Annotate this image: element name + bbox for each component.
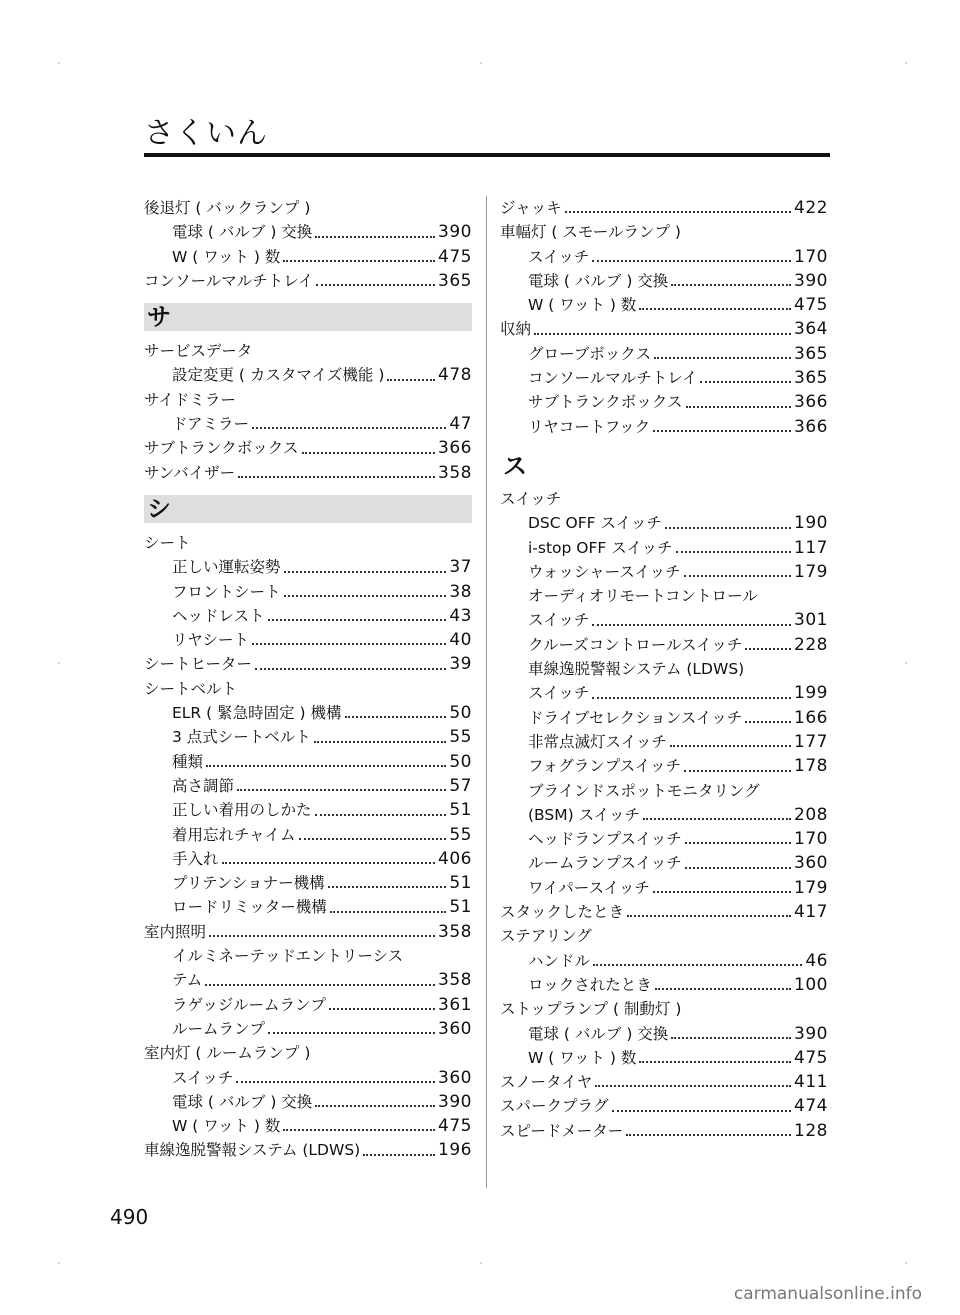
index-subentry xyxy=(500,415,828,439)
entry-label: 車線逸脱警報システム (LDWS) xyxy=(528,660,745,679)
scan-speck xyxy=(905,662,907,664)
dot-leader xyxy=(670,745,791,747)
index-entry xyxy=(144,1138,472,1162)
dot-leader xyxy=(268,1032,435,1034)
index-subentry xyxy=(500,681,828,705)
entry-page-number: 228 xyxy=(794,634,828,655)
entry-label: サービスデータ xyxy=(144,342,253,361)
entry-label: 種類 xyxy=(172,752,204,771)
dot-leader xyxy=(643,818,791,820)
index-subentry xyxy=(144,798,472,822)
index-entry xyxy=(500,487,828,511)
index-subentry xyxy=(144,363,472,387)
index-entry xyxy=(144,461,472,485)
entry-page-number: 166 xyxy=(794,707,828,728)
dot-leader xyxy=(268,619,447,621)
dot-leader xyxy=(671,284,791,286)
dot-leader xyxy=(206,765,446,767)
entry-label: ブラインドスポットモニタリング xyxy=(528,781,760,800)
index-subentry xyxy=(500,973,828,997)
entry-label: 収納 xyxy=(500,320,532,339)
scan-speck xyxy=(480,1262,482,1264)
entry-page-number: 177 xyxy=(794,731,828,752)
index-subentry xyxy=(144,555,472,579)
entry-label: サンバイザー xyxy=(144,463,236,482)
index-subentry xyxy=(500,584,828,608)
section-heading-label: シ xyxy=(147,494,171,523)
entry-page-number: 417 xyxy=(794,902,828,923)
entry-page-number: 100 xyxy=(794,974,828,995)
dot-leader xyxy=(639,1061,791,1063)
entry-label: ヘッドランプスイッチ xyxy=(528,830,682,849)
index-entry xyxy=(500,196,828,220)
entry-label: コンソールマルチトレイ xyxy=(528,369,698,388)
entry-page-number: 179 xyxy=(794,561,828,582)
dot-leader xyxy=(387,379,435,381)
entry-page-number: 365 xyxy=(438,270,472,291)
entry-page-number: 360 xyxy=(438,1018,472,1039)
entry-page-number: 301 xyxy=(794,610,828,631)
index-subentry xyxy=(144,968,472,992)
entry-label: ロックされたとき xyxy=(528,975,652,994)
index-subentry xyxy=(144,628,472,652)
index-subentry xyxy=(500,511,828,535)
entry-label: 後退灯 ( バックランプ ) xyxy=(144,199,311,217)
index-entry xyxy=(144,339,472,363)
entry-label: 電球 ( バルブ ) 交換 xyxy=(172,1092,313,1111)
dot-leader xyxy=(345,716,447,718)
entry-page-number: 50 xyxy=(449,703,472,724)
entry-label: コンソールマルチトレイ xyxy=(144,271,314,290)
index-subentry xyxy=(144,993,472,1017)
index-subentry xyxy=(144,944,472,968)
entry-page-number: 475 xyxy=(438,1116,472,1137)
entry-label: スノータイヤ xyxy=(500,1073,593,1092)
dot-leader xyxy=(237,789,446,791)
entry-page-number: 390 xyxy=(438,222,472,243)
entry-label: DSC OFF スイッチ xyxy=(528,514,662,533)
entry-label: 室内灯 ( ルームランプ ) xyxy=(144,1044,311,1063)
entry-label: サイドミラー xyxy=(144,390,236,409)
entry-label: シート xyxy=(144,533,191,552)
entry-label: ウォッシャースイッチ xyxy=(528,562,681,581)
page-title: さくいん xyxy=(144,116,268,151)
entry-label: ステアリング xyxy=(500,927,592,946)
index-column-left xyxy=(144,196,472,1163)
dot-leader xyxy=(330,911,447,913)
dot-leader xyxy=(685,842,791,844)
index-subentry xyxy=(144,847,472,871)
entry-label: 車幅灯 ( スモールランプ ) xyxy=(500,223,681,242)
dot-leader xyxy=(283,1129,435,1131)
entry-label: ワイパースイッチ xyxy=(528,878,650,897)
index-subentry xyxy=(500,779,828,803)
entry-page-number: 475 xyxy=(794,295,828,316)
entry-page-number: 364 xyxy=(794,319,828,340)
entry-page-number: 38 xyxy=(449,581,472,602)
index-subentry xyxy=(144,701,472,725)
entry-label: スイッチ xyxy=(528,611,590,630)
dot-leader xyxy=(284,595,447,597)
index-subentry xyxy=(144,412,472,436)
dot-leader xyxy=(534,333,791,335)
entry-label: 車線逸脱警報システム (LDWS) xyxy=(144,1141,361,1160)
entry-page-number: 361 xyxy=(438,994,472,1015)
entry-label: スイッチ xyxy=(500,489,562,508)
index-subentry xyxy=(144,1114,472,1138)
index-subentry xyxy=(144,895,472,919)
entry-label: 電球 ( バルブ ) 交換 xyxy=(528,271,669,290)
index-subentry xyxy=(500,706,828,730)
entry-label: クルーズコントロールスイッチ xyxy=(528,635,743,654)
index-entry xyxy=(500,900,828,924)
dot-leader xyxy=(671,1037,791,1039)
index-subentry xyxy=(500,269,828,293)
index-entry xyxy=(500,220,828,244)
index-subentry xyxy=(500,949,828,973)
dot-leader xyxy=(283,260,435,262)
dot-leader xyxy=(653,430,791,432)
entry-page-number: 360 xyxy=(794,853,828,874)
entry-label: W ( ワット ) 数 xyxy=(172,247,281,266)
index-entry xyxy=(144,196,472,220)
watermark: carmanualsonline.info xyxy=(733,1284,922,1304)
index-subentry xyxy=(144,871,472,895)
index-subentry xyxy=(144,220,472,244)
entry-page-number: 475 xyxy=(794,1047,828,1068)
entry-page-number: 55 xyxy=(449,727,472,748)
entry-page-number: 390 xyxy=(794,270,828,291)
entry-label: 手入れ xyxy=(172,849,219,868)
entry-label: リヤコートフック xyxy=(528,417,651,436)
entry-label: オーディオリモートコントロール xyxy=(528,587,758,606)
index-entry xyxy=(144,436,472,460)
dot-leader xyxy=(685,867,791,869)
entry-page-number: 406 xyxy=(438,848,472,869)
dot-leader xyxy=(627,915,791,917)
entry-label: スイッチ xyxy=(528,684,590,703)
index-subentry xyxy=(500,1046,828,1070)
entry-label: ストップランプ ( 制動灯 ) xyxy=(500,1000,682,1019)
scan-speck xyxy=(58,62,60,64)
entry-page-number: 390 xyxy=(794,1023,828,1044)
index-entry xyxy=(144,269,472,293)
entry-page-number: 170 xyxy=(794,246,828,267)
dot-leader xyxy=(565,211,791,213)
entry-page-number: 55 xyxy=(449,824,472,845)
index-subentry xyxy=(500,657,828,681)
entry-page-number: 199 xyxy=(794,683,828,704)
entry-label: テム xyxy=(172,971,203,990)
dot-leader xyxy=(314,741,447,743)
index-subentry xyxy=(500,342,828,366)
entry-page-number: 46 xyxy=(805,950,828,971)
entry-page-number: 365 xyxy=(794,368,828,389)
entry-page-number: 366 xyxy=(794,416,828,437)
entry-label: スイッチ xyxy=(172,1068,234,1087)
entry-label: ハンドル xyxy=(528,951,591,970)
dot-leader xyxy=(255,668,446,670)
entry-label: フォグランプスイッチ xyxy=(528,757,681,776)
entry-label: スイッチ xyxy=(528,247,590,266)
dot-leader xyxy=(665,527,791,529)
dot-leader xyxy=(205,984,435,986)
dot-leader xyxy=(626,1134,791,1136)
entry-page-number: 358 xyxy=(438,970,472,991)
dot-leader xyxy=(315,814,447,816)
dot-leader xyxy=(315,236,435,238)
dot-leader xyxy=(302,452,436,454)
index-entry xyxy=(500,1119,828,1143)
scan-speck xyxy=(905,1262,907,1264)
entry-label: 3 点式シートベルト xyxy=(172,728,311,747)
entry-label: (BSM) スイッチ xyxy=(528,805,640,824)
entry-label: ドライブセレクションスイッチ xyxy=(528,708,743,727)
entry-page-number: 478 xyxy=(438,365,472,386)
column-divider xyxy=(486,196,487,1188)
dot-leader xyxy=(595,1085,791,1087)
dot-leader xyxy=(653,891,791,893)
entry-page-number: 208 xyxy=(794,804,828,825)
entry-label: 非常点滅灯スイッチ xyxy=(528,732,667,751)
entry-label: グローブボックス xyxy=(528,344,652,363)
dot-leader xyxy=(222,862,436,864)
entry-label: シートベルト xyxy=(144,679,238,698)
dot-leader xyxy=(745,648,791,650)
dot-leader xyxy=(315,1105,435,1107)
entry-label: 着用忘れチャイム xyxy=(172,825,296,844)
index-subentry xyxy=(500,245,828,269)
index-entry xyxy=(144,531,472,555)
entry-label: スピードメーター xyxy=(500,1121,624,1140)
dot-leader xyxy=(363,1154,435,1156)
index-subentry xyxy=(500,390,828,414)
dot-leader xyxy=(676,551,791,553)
entry-page-number: 474 xyxy=(794,1096,828,1117)
title-rule xyxy=(144,153,830,157)
entry-label: スタックしたとき xyxy=(500,903,625,922)
entry-label: 電球 ( バルブ ) 交換 xyxy=(528,1024,669,1043)
entry-label: プリテンショナー機構 xyxy=(172,874,325,893)
entry-page-number: 128 xyxy=(794,1120,828,1141)
entry-page-number: 365 xyxy=(794,343,828,364)
index-subentry xyxy=(500,827,828,851)
entry-label: イルミネーテッドエントリーシス xyxy=(172,947,404,966)
dot-leader xyxy=(284,571,447,573)
entry-label: ルームランプ xyxy=(172,1019,266,1038)
entry-page-number: 37 xyxy=(449,557,472,578)
index-subentry xyxy=(500,876,828,900)
entry-page-number: 390 xyxy=(438,1091,472,1112)
entry-page-number: 43 xyxy=(449,605,472,626)
entry-page-number: 358 xyxy=(438,921,472,942)
dot-leader xyxy=(684,770,791,772)
dot-leader xyxy=(252,427,446,429)
entry-page-number: 358 xyxy=(438,462,472,483)
dot-leader xyxy=(236,1081,435,1083)
entry-page-number: 360 xyxy=(438,1067,472,1088)
entry-page-number: 51 xyxy=(449,800,472,821)
entry-label: 室内照明 xyxy=(144,922,207,941)
dot-leader xyxy=(592,624,791,626)
index-entry xyxy=(500,1094,828,1118)
dot-leader xyxy=(639,308,791,310)
dot-leader xyxy=(328,886,447,888)
dot-leader xyxy=(209,935,435,937)
index-subentry xyxy=(144,580,472,604)
entry-label: スパークプラグ xyxy=(500,1097,609,1116)
entry-page-number: 117 xyxy=(794,537,828,558)
entry-label: リヤシート xyxy=(172,631,250,650)
index-subentry xyxy=(144,823,472,847)
index-subentry xyxy=(144,725,472,749)
index-entry xyxy=(144,652,472,676)
section-heading xyxy=(144,495,472,523)
dot-leader xyxy=(316,284,435,286)
entry-label: シートヒーター xyxy=(144,655,252,674)
index-column-right xyxy=(500,196,828,1143)
section-heading-label: ス xyxy=(503,451,527,480)
entry-page-number: 179 xyxy=(794,877,828,898)
index-subentry xyxy=(500,560,828,584)
section-heading xyxy=(144,303,472,331)
dot-leader xyxy=(700,381,791,383)
index-subentry xyxy=(500,754,828,778)
entry-label: フロントシート xyxy=(172,582,281,601)
dot-leader xyxy=(686,406,792,408)
dot-leader xyxy=(612,1110,792,1112)
entry-page-number: 196 xyxy=(438,1140,472,1161)
entry-label: 正しい着用のしかた xyxy=(172,801,312,820)
entry-label: 電球 ( バルブ ) 交換 xyxy=(172,223,313,242)
entry-page-number: 475 xyxy=(438,246,472,267)
entry-page-number: 57 xyxy=(449,775,472,796)
index-subentry xyxy=(500,633,828,657)
index-subentry xyxy=(500,293,828,317)
index-subentry xyxy=(500,730,828,754)
index-subentry xyxy=(500,1022,828,1046)
entry-page-number: 366 xyxy=(794,392,828,413)
entry-label: ロードリミッター機構 xyxy=(172,898,327,917)
entry-page-number: 51 xyxy=(449,873,472,894)
entry-label: W ( ワット ) 数 xyxy=(172,1117,281,1136)
section-heading-label: サ xyxy=(147,303,171,332)
entry-page-number: 50 xyxy=(449,751,472,772)
dot-leader xyxy=(684,575,791,577)
index-subentry xyxy=(144,774,472,798)
index-subentry xyxy=(500,536,828,560)
entry-label: W ( ワット ) 数 xyxy=(528,296,637,315)
entry-label: ルームランプスイッチ xyxy=(528,854,682,873)
entry-label: サブトランクボックス xyxy=(144,439,299,458)
entry-page-number: 39 xyxy=(449,654,472,675)
index-subentry xyxy=(144,245,472,269)
index-subentry xyxy=(500,366,828,390)
entry-label: ヘッドレスト xyxy=(172,606,265,625)
section-heading xyxy=(500,451,828,481)
entry-page-number: 190 xyxy=(794,513,828,534)
entry-page-number: 170 xyxy=(794,829,828,850)
entry-label: ドアミラー xyxy=(172,415,250,434)
index-entry xyxy=(500,924,828,948)
index-subentry xyxy=(144,1090,472,1114)
entry-label: サブトランクボックス xyxy=(528,393,683,412)
dot-leader xyxy=(654,357,791,359)
index-entry xyxy=(144,388,472,412)
index-entry xyxy=(144,677,472,701)
entry-page-number: 40 xyxy=(449,630,472,651)
entry-page-number: 51 xyxy=(449,897,472,918)
entry-label: W ( ワット ) 数 xyxy=(528,1048,637,1067)
index-subentry xyxy=(500,608,828,632)
entry-page-number: 422 xyxy=(794,198,828,218)
dot-leader xyxy=(238,476,435,478)
scan-speck xyxy=(905,62,907,64)
dot-leader xyxy=(252,643,446,645)
scan-speck xyxy=(480,62,482,64)
entry-label: 設定変更 ( カスタマイズ機能 ) xyxy=(172,366,385,385)
dot-leader xyxy=(299,838,447,840)
scan-speck xyxy=(58,1262,60,1264)
entry-page-number: 178 xyxy=(794,756,828,777)
index-subentry xyxy=(144,604,472,628)
index-subentry xyxy=(144,1017,472,1041)
dot-leader xyxy=(745,721,791,723)
dot-leader xyxy=(329,1008,435,1010)
entry-label: i-stop OFF スイッチ xyxy=(528,538,673,557)
index-subentry xyxy=(500,851,828,875)
entry-page-number: 411 xyxy=(794,1072,828,1093)
index-entry xyxy=(144,1041,472,1065)
index-entry xyxy=(500,1070,828,1094)
index-entry xyxy=(500,997,828,1021)
entry-label: 正しい運転姿勢 xyxy=(172,558,281,577)
dot-leader xyxy=(655,988,791,990)
index-entry xyxy=(500,317,828,341)
dot-leader xyxy=(592,260,791,262)
index-entry xyxy=(144,920,472,944)
page-number: 490 xyxy=(110,1205,149,1229)
index-subentry xyxy=(500,803,828,827)
entry-label: 高さ調節 xyxy=(172,776,235,795)
scan-speck xyxy=(58,662,60,664)
entry-label: ジャッキ xyxy=(500,199,562,217)
dot-leader xyxy=(592,697,791,699)
entry-label: ELR ( 緊急時固定 ) 機構 xyxy=(172,704,342,723)
index-subentry xyxy=(144,1066,472,1090)
index-subentry xyxy=(144,750,472,774)
entry-page-number: 47 xyxy=(449,414,472,435)
entry-label: ラゲッジルームランプ xyxy=(172,995,326,1014)
entry-page-number: 366 xyxy=(438,438,472,459)
dot-leader xyxy=(593,964,802,966)
